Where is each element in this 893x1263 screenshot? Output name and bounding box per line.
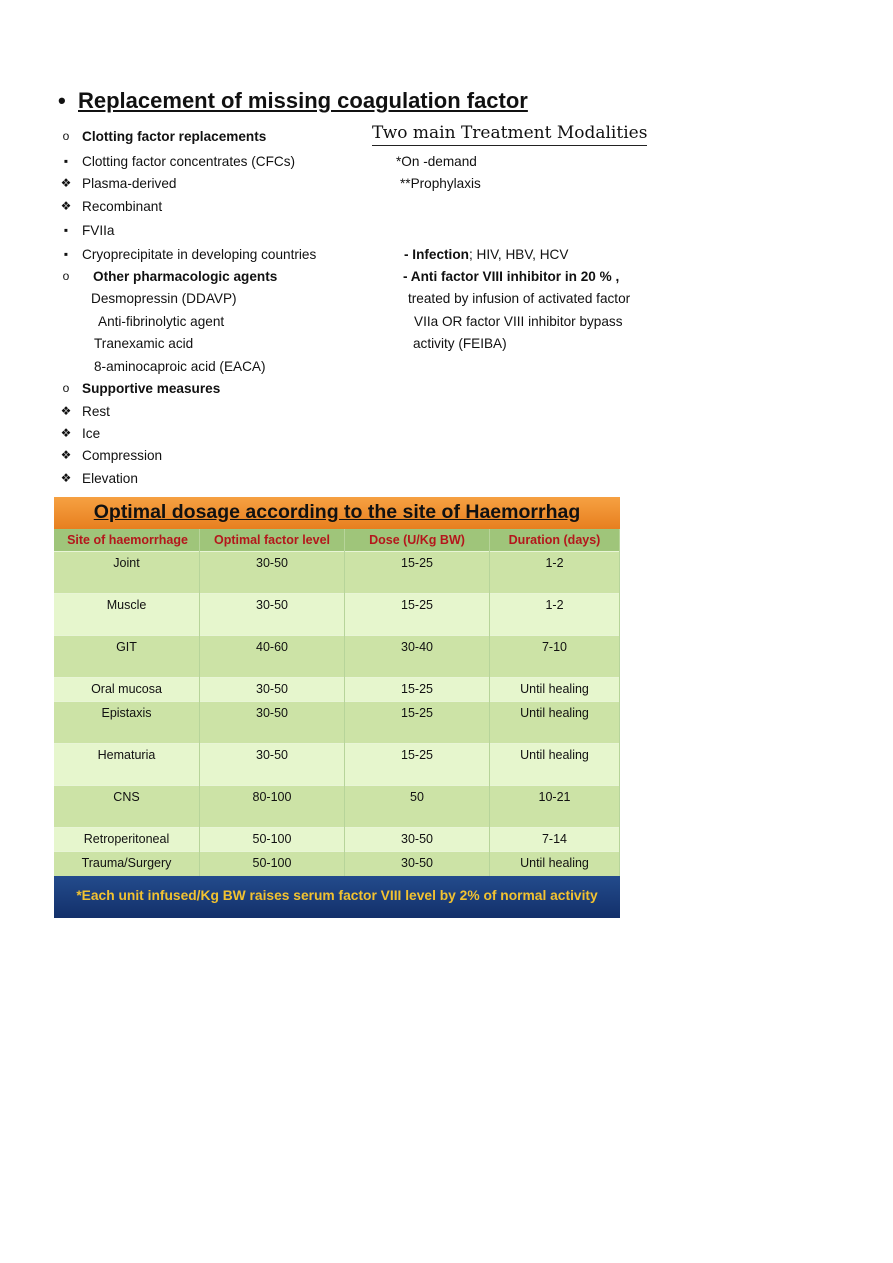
infection-detail: ; HIV, HBV, HCV <box>468 247 569 262</box>
cell-level: 40-60 <box>200 636 345 678</box>
table-row <box>54 828 620 852</box>
cell-duration: Until healing <box>490 702 620 744</box>
title-bullet: • <box>58 88 66 113</box>
dosage-title-text: Optimal dosage according to the site of Haemorrhag <box>93 501 581 523</box>
cryo-label: Cryoprecipitate in developing countries <box>82 247 317 262</box>
cell-level: 30-50 <box>200 678 345 702</box>
header-site: Site of haemorrhage <box>54 529 200 552</box>
diamond-bullet: ❖ <box>60 404 72 418</box>
cell-dose: 30-50 <box>345 852 490 894</box>
cell-dose: 15-25 <box>345 702 490 744</box>
cell-duration: Until healing <box>490 744 620 786</box>
desmopressin-text: Desmopressin (DDAVP) <box>91 291 237 306</box>
inhibitor-label: - Anti factor VIII inhibitor in 20 % , <box>403 269 620 284</box>
infection-label: - Infection <box>404 247 469 262</box>
on-demand-text: *On -demand <box>396 154 477 169</box>
cell-dose: 15-25 <box>345 678 490 702</box>
inhibitor-line-2: treated by infusion of activated factor <box>408 291 631 306</box>
square-bullet: ▪ <box>63 223 69 237</box>
recombinant-label: Recombinant <box>82 199 163 214</box>
diamond-bullet: ❖ <box>60 448 72 462</box>
cell-site: GIT <box>54 636 200 678</box>
table-row <box>54 594 620 636</box>
pharmacologic-label: Other pharmacologic agents <box>93 269 278 284</box>
cell-level: 50-100 <box>200 852 345 894</box>
elevation-label: Elevation <box>82 471 138 486</box>
inhibitor-line-3: VIIa OR factor VIII inhibitor bypass <box>414 314 623 329</box>
table-header-row <box>54 529 620 552</box>
dosage-table <box>54 529 620 893</box>
square-bullet: ▪ <box>63 154 69 168</box>
cell-site: Oral mucosa <box>54 678 200 702</box>
table-row <box>54 552 620 594</box>
rest-label: Rest <box>82 404 110 419</box>
table-row <box>54 636 620 678</box>
supportive-label: Supportive measures <box>82 381 221 396</box>
cell-site: Joint <box>54 552 200 594</box>
table-row <box>54 744 620 786</box>
cell-site: CNS <box>54 786 200 828</box>
eaca-text: 8-aminocaproic acid (EACA) <box>94 359 266 374</box>
cell-dose: 15-25 <box>345 744 490 786</box>
cell-site: Muscle <box>54 594 200 636</box>
dosage-footnote: *Each unit infused/Kg BW raises serum factor VIII level by 2% of normal activity <box>54 876 620 918</box>
cell-dose: 15-25 <box>345 594 490 636</box>
circle-bullet: o <box>62 381 70 395</box>
table-row <box>54 702 620 744</box>
cell-duration: 7-10 <box>490 636 620 678</box>
square-bullet: ▪ <box>63 247 69 261</box>
inhibitor-line-4: activity (FEIBA) <box>413 336 507 351</box>
cell-duration: Until healing <box>490 678 620 702</box>
cell-site: Epistaxis <box>54 702 200 744</box>
cell-dose: 30-40 <box>345 636 490 678</box>
cell-dose: 15-25 <box>345 552 490 594</box>
modalities-title: Two main Treatment Modalities <box>372 123 647 146</box>
cell-dose: 50 <box>345 786 490 828</box>
cell-level: 30-50 <box>200 744 345 786</box>
diamond-bullet: ❖ <box>60 426 72 440</box>
cell-dose: 30-50 <box>345 828 490 852</box>
cell-level: 30-50 <box>200 702 345 744</box>
cell-duration: 1-2 <box>490 552 620 594</box>
cell-site: Hematuria <box>54 744 200 786</box>
cell-duration: Until healing <box>490 852 620 894</box>
circle-bullet: o <box>62 269 70 283</box>
infection-line <box>404 247 568 262</box>
diamond-bullet: ❖ <box>60 199 72 213</box>
dosage-table-title <box>54 497 620 529</box>
diamond-bullet: ❖ <box>60 176 72 190</box>
cell-level: 50-100 <box>200 828 345 852</box>
header-duration: Duration (days) <box>490 529 620 552</box>
header-factor-level: Optimal factor level <box>200 529 345 552</box>
cell-site: Retroperitoneal <box>54 828 200 852</box>
diamond-bullet: ❖ <box>60 471 72 485</box>
cfc-label: Clotting factor concentrates (CFCs) <box>82 154 296 169</box>
tranexamic-text: Tranexamic acid <box>94 336 194 351</box>
header-dose: Dose (U/Kg BW) <box>345 529 490 552</box>
cell-duration: 7-14 <box>490 828 620 852</box>
table-row <box>54 678 620 702</box>
title-text: Replacement of missing coagulation factor <box>78 88 528 113</box>
cell-duration: 10-21 <box>490 786 620 828</box>
circle-bullet: o <box>62 129 70 143</box>
plasma-label: Plasma-derived <box>82 176 177 191</box>
fviia-label: FVIIa <box>82 223 115 238</box>
prophylaxis-text: **Prophylaxis <box>400 176 481 191</box>
cell-level: 30-50 <box>200 552 345 594</box>
cell-duration: 1-2 <box>490 594 620 636</box>
ice-label: Ice <box>82 426 101 441</box>
compression-label: Compression <box>82 448 163 463</box>
cell-level: 30-50 <box>200 594 345 636</box>
cell-site: Trauma/Surgery <box>54 852 200 894</box>
cell-level: 80-100 <box>200 786 345 828</box>
antifibrinolytic-text: Anti-fibrinolytic agent <box>98 314 225 329</box>
table-row <box>54 786 620 828</box>
clotting-label: Clotting factor replacements <box>82 129 267 144</box>
page-title <box>58 88 528 114</box>
